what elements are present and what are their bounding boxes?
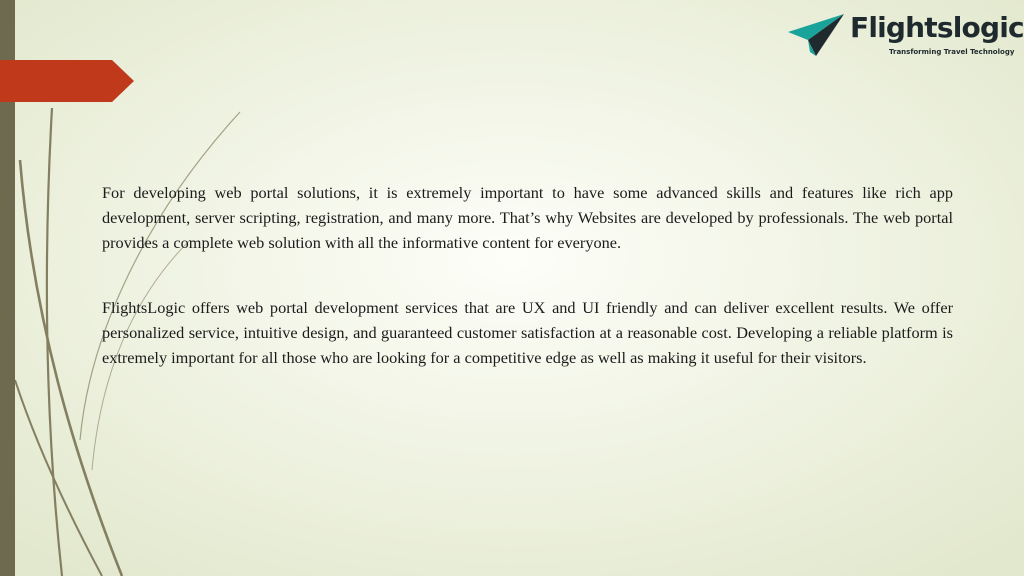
flightslogic-logo [786, 10, 1024, 62]
slide-body [102, 180, 953, 370]
paragraph-flightslogic-services: FlightsLogic offers web portal development services that are UX and UI friendly and can deliver excellent results. We offer personalized service, intuitive design, and guaranteed customer satisfaction at a reasonable cost. Developing a reliable platform is extremely important for all those who are looking for a competitive edge as well as making it useful for their visitors. [102, 298, 953, 367]
paper-plane-icon [786, 12, 846, 58]
logo-tagline: Transforming Travel Technology [889, 48, 1015, 56]
paragraph-web-portal-solutions: For developing web portal solutions, it is extremely important to have some advanced skills and features like rich app development, server scripting, registration, and many more. That’s why Websites are developed by professionals. The web portal provides a complete web solution with all the informative content for everyone. [102, 183, 953, 252]
accent-arrow-tab [0, 60, 134, 102]
logo-name: Flightslogic [850, 11, 1024, 44]
